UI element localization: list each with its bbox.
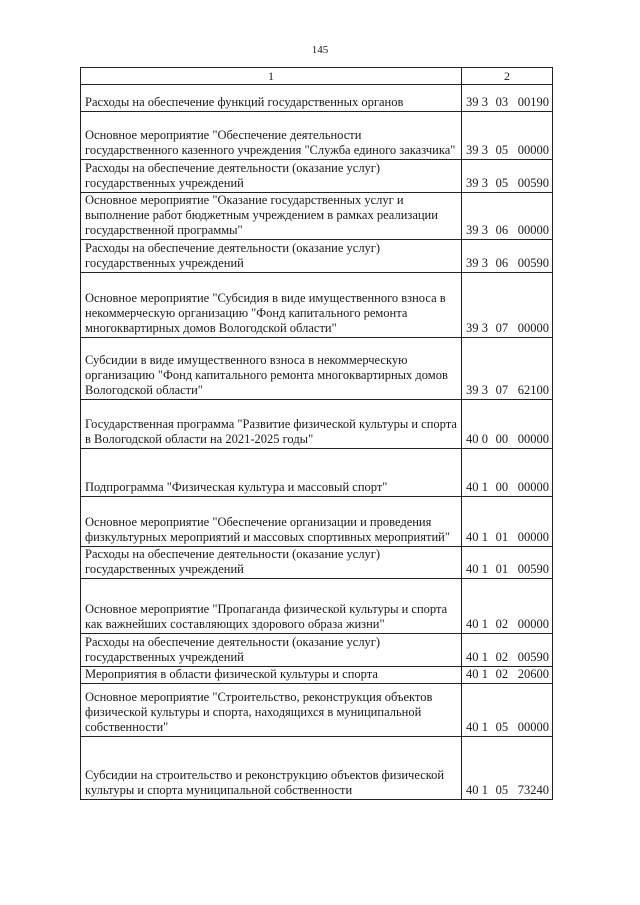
event-code: 00 [495,432,509,446]
row-code [462,579,553,634]
code-segments [466,562,549,577]
table-row [81,634,553,667]
code-segments [466,480,549,495]
row-description: Расходы на обеспечение деятельности (оказание услуг) государственных учреждений [81,240,462,273]
subprogram-code: 3 [481,223,488,237]
event-code: 07 [495,321,509,335]
event-code: 02 [495,617,509,631]
program-code: 40 [466,720,479,734]
event-code: 02 [495,667,509,681]
program-code: 40 [466,667,479,681]
program-code: 39 [466,256,479,270]
row-code [462,737,553,800]
table-row [81,160,553,193]
expense-direction-code: 00000 [517,530,549,544]
table-row [81,579,553,634]
program-code: 40 [466,480,479,494]
budget-table [80,67,553,800]
column-header-1: 1 [81,68,462,85]
row-description: Расходы на обеспечение деятельности (оказание услуг) государственных учреждений [81,160,462,193]
event-code: 05 [495,143,509,157]
event-code: 03 [495,95,509,109]
expense-direction-code: 00590 [517,650,549,664]
subprogram-code: 3 [481,383,488,397]
row-description: Основное мероприятие "Строительство, реконструкция объектов физической культуры и спорта, находящихся в муниципальной собственности" [81,684,462,737]
program-code: 39 [466,176,479,190]
program-code: 40 [466,783,479,797]
event-code: 05 [495,176,509,190]
code-segments [466,530,549,545]
program-code: 39 [466,143,479,157]
code-segments [466,720,549,735]
row-code [462,240,553,273]
expense-direction-code: 00000 [517,432,549,446]
program-code: 39 [466,95,479,109]
code-segments [466,95,549,110]
subprogram-code: 3 [481,143,488,157]
expense-direction-code: 00000 [517,720,549,734]
code-segments [466,176,549,191]
row-code [462,497,553,547]
code-segments [466,143,549,158]
event-code: 01 [495,562,509,576]
subprogram-code: 3 [481,176,488,190]
event-code: 01 [495,530,509,544]
program-code: 40 [466,530,479,544]
code-segments [466,256,549,271]
subprogram-code: 0 [481,432,488,446]
subprogram-code: 3 [481,256,488,270]
event-code: 05 [495,783,509,797]
row-description: Основное мероприятие "Оказание государственных услуг и выполнение работ бюджетным учреждением в рамках реализации государственной программы" [81,193,462,240]
row-description: Расходы на обеспечение функций государственных органов [81,85,462,112]
event-code: 00 [495,480,509,494]
expense-direction-code: 00000 [517,480,549,494]
row-description: Мероприятия в области физической культуры и спорта [81,667,462,684]
program-code: 40 [466,650,479,664]
row-description: Государственная программа "Развитие физической культуры и спорта в Вологодской области на 2021-2025 годы" [81,400,462,449]
table-row [81,112,553,160]
table-row [81,193,553,240]
program-code: 39 [466,383,479,397]
expense-direction-code: 00590 [517,176,549,190]
table-row [81,338,553,400]
table-row [81,667,553,684]
code-segments [466,783,549,798]
subprogram-code: 1 [481,650,488,664]
event-code: 02 [495,650,509,664]
page-number: 145 [311,44,329,56]
row-description: Субсидии в виде имущественного взноса в некоммерческую организацию "Фонд капитального ремонта многоквартирных домов Вологодской области" [81,338,462,400]
budget-table-body [81,68,553,800]
expense-direction-code: 00590 [517,256,549,270]
expense-direction-code: 00000 [517,321,549,335]
row-code [462,449,553,497]
row-description: Основное мероприятие "Обеспечение организации и проведения физкультурных мероприятий и массовых спортивных мероприятий" [81,497,462,547]
row-code [462,684,553,737]
row-code [462,634,553,667]
row-code [462,667,553,684]
code-segments [466,223,549,238]
subprogram-code: 1 [481,530,488,544]
row-description: Субсидии на строительство и реконструкцию объектов физической культуры и спорта муниципальной собственности [81,737,462,800]
code-segments [466,617,549,632]
row-code [462,193,553,240]
expense-direction-code: 00190 [517,95,549,109]
expense-direction-code: 00000 [517,143,549,157]
program-code: 40 [466,617,479,631]
expense-direction-code: 00000 [517,223,549,237]
subprogram-code: 1 [481,720,488,734]
expense-direction-code: 20600 [517,667,549,681]
table-header-row [81,68,553,85]
code-segments [466,650,549,665]
row-description: Основное мероприятие "Пропаганда физической культуры и спорта как важнейших составляющих здорового образа жизни" [81,579,462,634]
subprogram-code: 1 [481,617,488,631]
table-row [81,85,553,112]
code-segments [466,383,549,398]
event-code: 07 [495,383,509,397]
row-code [462,112,553,160]
expense-direction-code: 62100 [517,383,549,397]
row-description: Расходы на обеспечение деятельности (оказание услуг) государственных учреждений [81,634,462,667]
row-code [462,273,553,338]
event-code: 06 [495,256,509,270]
subprogram-code: 3 [481,95,488,109]
code-segments [466,321,549,336]
program-code: 39 [466,223,479,237]
row-description: Основное мероприятие "Обеспечение деятельности государственного казенного учреждения "Служба единого заказчика" [81,112,462,160]
code-segments [466,432,549,447]
event-code: 06 [495,223,509,237]
expense-direction-code: 00000 [517,617,549,631]
event-code: 05 [495,720,509,734]
subprogram-code: 3 [481,321,488,335]
subprogram-code: 1 [481,783,488,797]
program-code: 40 [466,432,479,446]
subprogram-code: 1 [481,562,488,576]
table-row [81,449,553,497]
row-code [462,85,553,112]
column-header-2: 2 [462,68,553,85]
row-code [462,160,553,193]
row-code [462,338,553,400]
row-description: Подпрограмма "Физическая культура и массовый спорт" [81,449,462,497]
table-row [81,273,553,338]
table-row [81,497,553,547]
subprogram-code: 1 [481,480,488,494]
table-row [81,737,553,800]
program-code: 39 [466,321,479,335]
expense-direction-code: 00590 [517,562,549,576]
program-code: 40 [466,562,479,576]
table-row [81,547,553,579]
subprogram-code: 1 [481,667,488,681]
table-row [81,240,553,273]
row-description: Основное мероприятие "Субсидия в виде имущественного взноса в некоммерческую организацию "Фонд капитального ремонта многоквартирных домов Вологодской области" [81,273,462,338]
row-code [462,547,553,579]
row-description: Расходы на обеспечение деятельности (оказание услуг) государственных учреждений [81,547,462,579]
row-code [462,400,553,449]
table-row [81,400,553,449]
code-segments [466,667,549,682]
expense-direction-code: 73240 [517,783,549,797]
table-row [81,684,553,737]
